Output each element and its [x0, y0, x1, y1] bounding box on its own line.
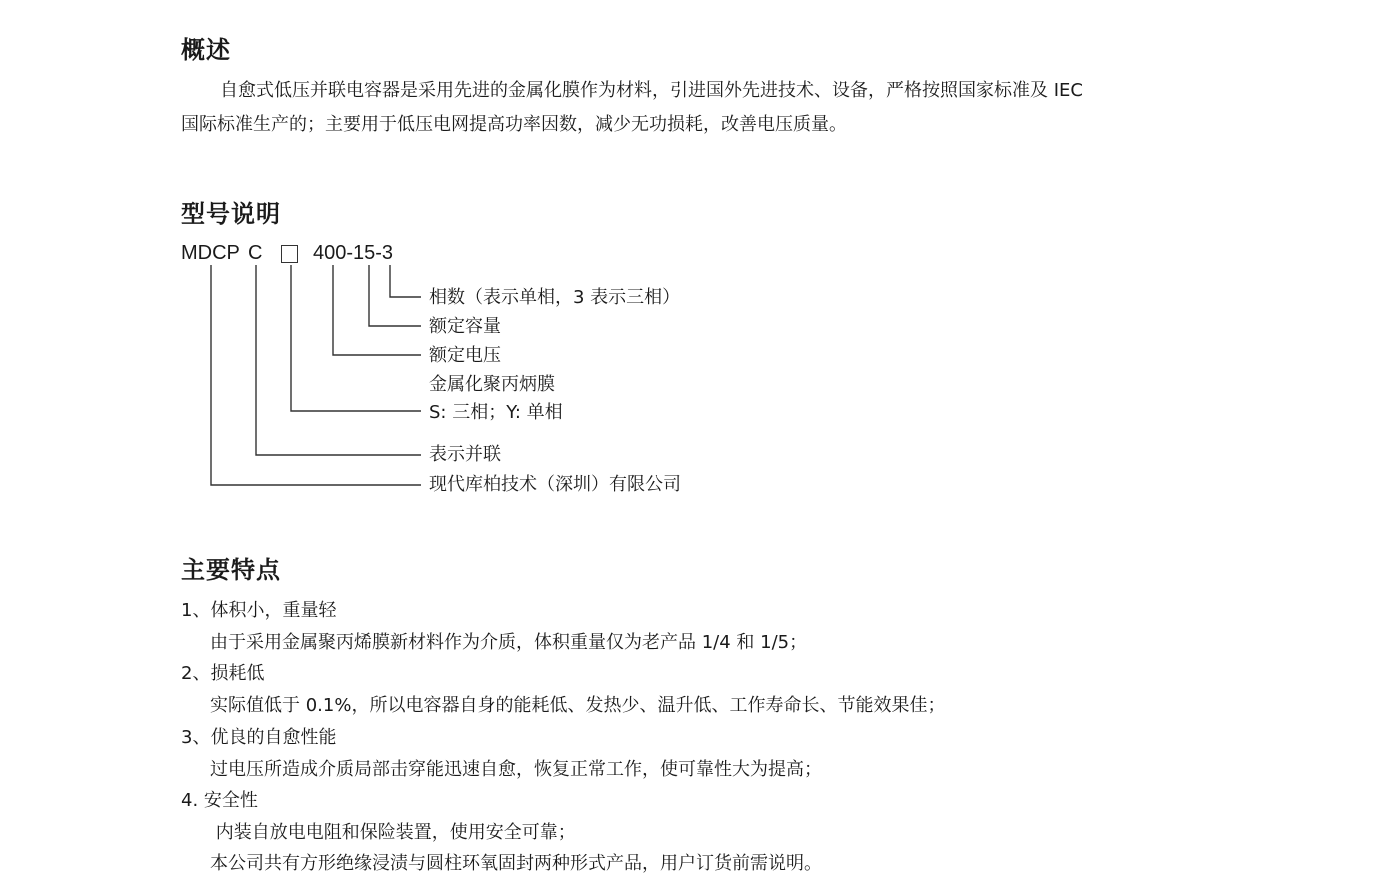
legend-rated-voltage: 额定电压: [429, 345, 501, 366]
feature-3-desc: 过电压所造成介质局部击穿能迅速自愈，恢复正常工作，使可靠性大为提高；: [210, 759, 822, 780]
connector-phases: [390, 265, 421, 297]
connector-company: [211, 265, 421, 485]
feature-4-desc-2: 本公司共有方形绝缘浸渍与圆柱环氧固封两种形式产品，用户订货前需说明。: [210, 853, 822, 874]
model-code-suffix: 400-15-3: [313, 242, 394, 264]
overview-paragraph-line-1: 自愈式低压并联电容器是采用先进的金属化膜作为材料，引进国外先进技术、设备，严格按照国家标准及 IEC: [220, 80, 1083, 101]
features-heading: 主要特点: [181, 556, 281, 584]
feature-4-title: 4. 安全性: [181, 790, 258, 811]
model-heading: 型号说明: [181, 200, 281, 228]
feature-1-title: 1、体积小，重量轻: [181, 600, 337, 621]
feature-1-desc: 由于采用金属聚丙烯膜新材料作为介质，体积重量仅为老产品 1/4 和 1/5；: [210, 632, 808, 653]
legend-film-material: 金属化聚丙炳膜: [429, 374, 555, 395]
legend-phase-type: S: 三相；Y: 单相: [429, 402, 563, 423]
feature-2-desc: 实际值低于 0.1%，所以电容器自身的能耗低、发热少、温升低、工作寿命长、节能效果佳；: [210, 695, 946, 716]
feature-4-desc-1: 内装自放电电阻和保险装置，使用安全可靠；: [210, 822, 576, 843]
connector-parallel: [256, 265, 421, 455]
overview-heading: 概述: [181, 36, 231, 64]
feature-3-title: 3、优良的自愈性能: [181, 727, 337, 748]
connector-phase-type: [291, 265, 421, 411]
connector-capacity: [369, 265, 421, 326]
model-code-prefix: MDCP: [181, 242, 240, 264]
model-code-c: C: [248, 242, 263, 264]
overview-paragraph-line-2: 国际标准生产的；主要用于低压电网提高功率因数，减少无功损耗，改善电压质量。: [181, 114, 847, 135]
legend-parallel: 表示并联: [429, 444, 501, 465]
legend-company: 现代库柏技术（深圳）有限公司: [429, 474, 681, 495]
legend-rated-capacity: 额定容量: [429, 316, 501, 337]
feature-2-title: 2、损耗低: [181, 663, 265, 684]
connector-voltage: [333, 265, 421, 355]
legend-phases: 相数（表示单相，3 表示三相）: [429, 287, 681, 308]
